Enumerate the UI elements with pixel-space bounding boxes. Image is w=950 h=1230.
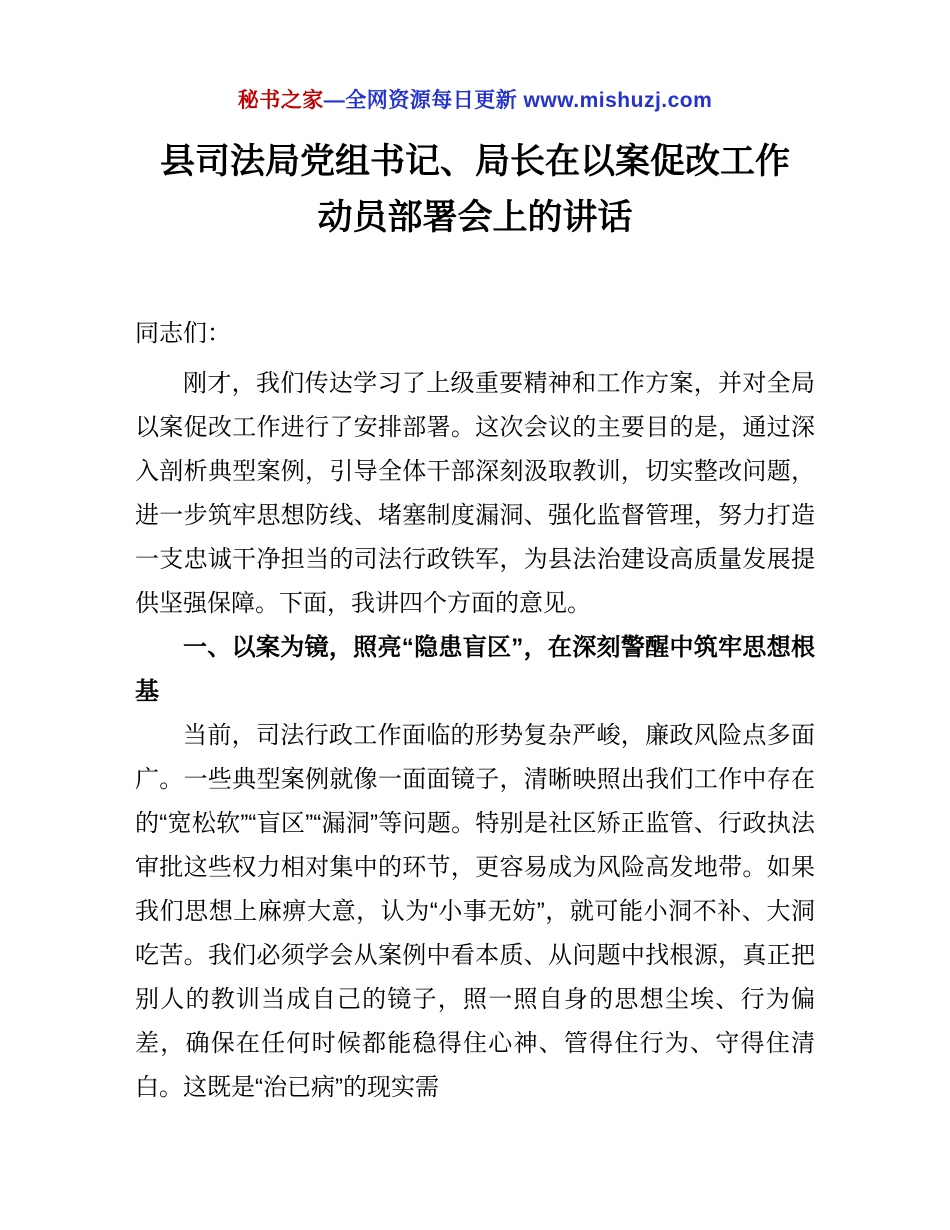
document-body	[135, 312, 815, 1110]
section-heading-1: 一、以案为镜，照亮“隐患盲区”，在深刻警醒中筑牢思想根基	[135, 634, 815, 705]
document-title: 县司法局党组书记、局长在以案促改工作动员部署会上的讲话	[159, 142, 790, 237]
site-tagline: —全网资源每日更新	[323, 89, 524, 112]
site-header	[135, 84, 815, 114]
body-paragraph-1: 刚才，我们传达学习了上级重要精神和工作方案，并对全局以案促改工作进行了安排部署。这次会议的主要目的是，通过深入剖析典型案例，引导全体干部深刻汲取教训，切实整改问题，进一步筑牢思想防线、堵塞制度漏洞、强化监督管理，努力打造一支忠诚干净担当的司法行政铁军，为县法治建设高质量发展提供坚强保障。下面，我讲四个方面的意见。	[135, 370, 815, 617]
site-url-link[interactable]: www.mishuzj.com	[523, 89, 713, 112]
body-paragraph-2: 当前，司法行政工作面临的形势复杂严峻，廉政风险点多面广。一些典型案例就像一面面镜子，清晰映照出我们工作中存在的“宽松软”“盲区”“漏洞”等问题。特别是社区矫正监管、行政执法审批这些权力相对集中的环节，更容易成为风险高发地带。如果我们思想上麻痹大意，认为“小事无妨”，就可能小洞不补、大洞吃苦。我们必须学会从案例中看本质、从问题中找根源，真正把别人的教训当成自己的镜子，照一照自身的思想尘埃、行为偏差，确保在任何时候都能稳得住心神、管得住行为、守得住清白。这既是“治已病”的现实需	[135, 722, 815, 1101]
salutation: 同志们：	[135, 320, 231, 347]
site-brand: 秘书之家	[237, 89, 324, 112]
